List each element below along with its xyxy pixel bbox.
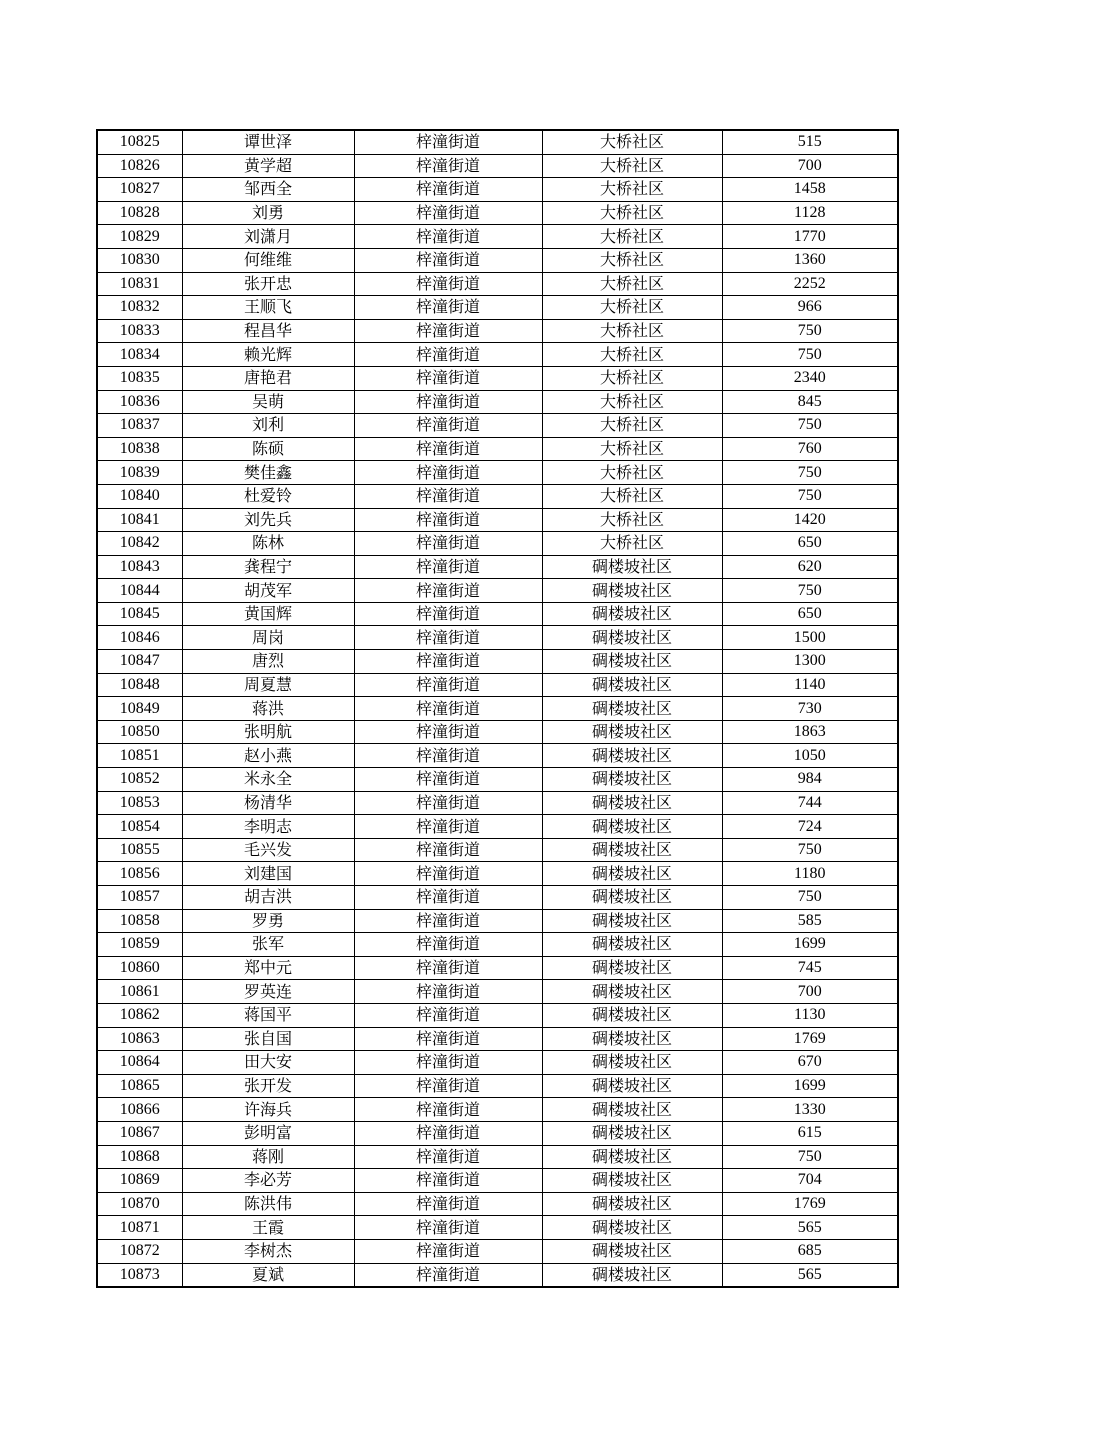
amount-cell: 750 — [722, 414, 898, 438]
amount-cell: 750 — [722, 461, 898, 485]
street-cell: 梓潼街道 — [354, 390, 542, 414]
street-cell: 梓潼街道 — [354, 296, 542, 320]
serial-number-cell: 10849 — [97, 697, 182, 721]
table-row — [97, 1051, 898, 1075]
table-row — [97, 272, 898, 296]
table-row — [97, 602, 898, 626]
table-row — [97, 1145, 898, 1169]
serial-number-cell: 10853 — [97, 791, 182, 815]
amount-cell: 750 — [722, 886, 898, 910]
street-cell: 梓潼街道 — [354, 1003, 542, 1027]
table-row — [97, 201, 898, 225]
street-cell: 梓潼街道 — [354, 791, 542, 815]
serial-number-cell: 10825 — [97, 130, 182, 154]
community-cell: 碉楼坡社区 — [542, 815, 722, 839]
amount-cell: 700 — [722, 154, 898, 178]
street-cell: 梓潼街道 — [354, 650, 542, 674]
table-row — [97, 1216, 898, 1240]
serial-number-cell: 10832 — [97, 296, 182, 320]
table-row — [97, 956, 898, 980]
table-body — [97, 130, 898, 1287]
serial-number-cell: 10866 — [97, 1098, 182, 1122]
street-cell: 梓潼街道 — [354, 366, 542, 390]
community-cell: 大桥社区 — [542, 201, 722, 225]
amount-cell: 1769 — [722, 1192, 898, 1216]
name-cell: 龚程宁 — [182, 555, 354, 579]
name-cell: 张开发 — [182, 1074, 354, 1098]
serial-number-cell: 10830 — [97, 248, 182, 272]
amount-cell: 1500 — [722, 626, 898, 650]
table-row — [97, 650, 898, 674]
amount-cell: 1128 — [722, 201, 898, 225]
table-row — [97, 697, 898, 721]
table-row — [97, 1192, 898, 1216]
table-row — [97, 154, 898, 178]
table-row — [97, 1169, 898, 1193]
street-cell: 梓潼街道 — [354, 1239, 542, 1263]
amount-cell: 750 — [722, 579, 898, 603]
street-cell: 梓潼街道 — [354, 437, 542, 461]
community-cell: 碉楼坡社区 — [542, 980, 722, 1004]
community-cell: 碉楼坡社区 — [542, 791, 722, 815]
table-row — [97, 1239, 898, 1263]
community-cell: 大桥社区 — [542, 390, 722, 414]
name-cell: 杜爱铃 — [182, 484, 354, 508]
table-row — [97, 484, 898, 508]
table-row — [97, 768, 898, 792]
table-row — [97, 343, 898, 367]
serial-number-cell: 10861 — [97, 980, 182, 1004]
name-cell: 张军 — [182, 933, 354, 957]
street-cell: 梓潼街道 — [354, 414, 542, 438]
community-cell: 大桥社区 — [542, 154, 722, 178]
community-cell: 碉楼坡社区 — [542, 933, 722, 957]
serial-number-cell: 10843 — [97, 555, 182, 579]
amount-cell: 515 — [722, 130, 898, 154]
name-cell: 黄学超 — [182, 154, 354, 178]
amount-cell: 730 — [722, 697, 898, 721]
serial-number-cell: 10857 — [97, 886, 182, 910]
name-cell: 张开忠 — [182, 272, 354, 296]
street-cell: 梓潼街道 — [354, 1216, 542, 1240]
amount-cell: 1420 — [722, 508, 898, 532]
community-cell: 碉楼坡社区 — [542, 1027, 722, 1051]
name-cell: 樊佳鑫 — [182, 461, 354, 485]
name-cell: 李明志 — [182, 815, 354, 839]
serial-number-cell: 10847 — [97, 650, 182, 674]
table-row — [97, 980, 898, 1004]
serial-number-cell: 10854 — [97, 815, 182, 839]
amount-cell: 1699 — [722, 933, 898, 957]
street-cell: 梓潼街道 — [354, 343, 542, 367]
serial-number-cell: 10851 — [97, 744, 182, 768]
name-cell: 罗英连 — [182, 980, 354, 1004]
community-cell: 大桥社区 — [542, 319, 722, 343]
serial-number-cell: 10865 — [97, 1074, 182, 1098]
community-cell: 碉楼坡社区 — [542, 1192, 722, 1216]
amount-cell: 1140 — [722, 673, 898, 697]
table-row — [97, 815, 898, 839]
street-cell: 梓潼街道 — [354, 1263, 542, 1287]
name-cell: 胡吉洪 — [182, 886, 354, 910]
name-cell: 刘建国 — [182, 862, 354, 886]
street-cell: 梓潼街道 — [354, 272, 542, 296]
name-cell: 李必芳 — [182, 1169, 354, 1193]
serial-number-cell: 10858 — [97, 909, 182, 933]
amount-cell: 1330 — [722, 1098, 898, 1122]
name-cell: 蒋洪 — [182, 697, 354, 721]
serial-number-cell: 10834 — [97, 343, 182, 367]
amount-cell: 650 — [722, 602, 898, 626]
street-cell: 梓潼街道 — [354, 532, 542, 556]
table-row — [97, 673, 898, 697]
street-cell: 梓潼街道 — [354, 602, 542, 626]
amount-cell: 984 — [722, 768, 898, 792]
name-cell: 黄国辉 — [182, 602, 354, 626]
serial-number-cell: 10837 — [97, 414, 182, 438]
name-cell: 毛兴发 — [182, 838, 354, 862]
name-cell: 唐艳君 — [182, 366, 354, 390]
name-cell: 胡茂军 — [182, 579, 354, 603]
serial-number-cell: 10869 — [97, 1169, 182, 1193]
amount-cell: 745 — [722, 956, 898, 980]
serial-number-cell: 10839 — [97, 461, 182, 485]
name-cell: 夏斌 — [182, 1263, 354, 1287]
community-cell: 碉楼坡社区 — [542, 862, 722, 886]
street-cell: 梓潼街道 — [354, 886, 542, 910]
table-row — [97, 862, 898, 886]
community-cell: 碉楼坡社区 — [542, 1003, 722, 1027]
name-cell: 周岗 — [182, 626, 354, 650]
serial-number-cell: 10827 — [97, 178, 182, 202]
community-cell: 大桥社区 — [542, 296, 722, 320]
community-cell: 大桥社区 — [542, 178, 722, 202]
community-cell: 大桥社区 — [542, 484, 722, 508]
community-cell: 碉楼坡社区 — [542, 697, 722, 721]
community-cell: 大桥社区 — [542, 414, 722, 438]
amount-cell: 1699 — [722, 1074, 898, 1098]
serial-number-cell: 10864 — [97, 1051, 182, 1075]
street-cell: 梓潼街道 — [354, 1098, 542, 1122]
table-row — [97, 909, 898, 933]
serial-number-cell: 10838 — [97, 437, 182, 461]
data-table — [96, 129, 899, 1288]
community-cell: 碉楼坡社区 — [542, 838, 722, 862]
street-cell: 梓潼街道 — [354, 697, 542, 721]
street-cell: 梓潼街道 — [354, 933, 542, 957]
name-cell: 何维维 — [182, 248, 354, 272]
serial-number-cell: 10852 — [97, 768, 182, 792]
name-cell: 张明航 — [182, 720, 354, 744]
serial-number-cell: 10833 — [97, 319, 182, 343]
name-cell: 程昌华 — [182, 319, 354, 343]
serial-number-cell: 10873 — [97, 1263, 182, 1287]
serial-number-cell: 10836 — [97, 390, 182, 414]
community-cell: 碉楼坡社区 — [542, 909, 722, 933]
name-cell: 郑中元 — [182, 956, 354, 980]
serial-number-cell: 10855 — [97, 838, 182, 862]
street-cell: 梓潼街道 — [354, 130, 542, 154]
amount-cell: 724 — [722, 815, 898, 839]
name-cell: 许海兵 — [182, 1098, 354, 1122]
street-cell: 梓潼街道 — [354, 862, 542, 886]
serial-number-cell: 10859 — [97, 933, 182, 957]
serial-number-cell: 10863 — [97, 1027, 182, 1051]
amount-cell: 2252 — [722, 272, 898, 296]
table-row — [97, 296, 898, 320]
community-cell: 碉楼坡社区 — [542, 1263, 722, 1287]
amount-cell: 565 — [722, 1216, 898, 1240]
amount-cell: 1130 — [722, 1003, 898, 1027]
community-cell: 碉楼坡社区 — [542, 768, 722, 792]
name-cell: 李树杰 — [182, 1239, 354, 1263]
community-cell: 碉楼坡社区 — [542, 650, 722, 674]
amount-cell: 966 — [722, 296, 898, 320]
street-cell: 梓潼街道 — [354, 178, 542, 202]
serial-number-cell: 10862 — [97, 1003, 182, 1027]
name-cell: 唐烈 — [182, 650, 354, 674]
name-cell: 刘先兵 — [182, 508, 354, 532]
street-cell: 梓潼街道 — [354, 626, 542, 650]
serial-number-cell: 10856 — [97, 862, 182, 886]
street-cell: 梓潼街道 — [354, 768, 542, 792]
community-cell: 碉楼坡社区 — [542, 579, 722, 603]
amount-cell: 615 — [722, 1121, 898, 1145]
name-cell: 王顺飞 — [182, 296, 354, 320]
community-cell: 碉楼坡社区 — [542, 673, 722, 697]
community-cell: 碉楼坡社区 — [542, 1121, 722, 1145]
table-row — [97, 178, 898, 202]
table-row — [97, 532, 898, 556]
name-cell: 赵小燕 — [182, 744, 354, 768]
community-cell: 碉楼坡社区 — [542, 886, 722, 910]
community-cell: 碉楼坡社区 — [542, 555, 722, 579]
table-row — [97, 225, 898, 249]
table-row — [97, 1003, 898, 1027]
name-cell: 杨清华 — [182, 791, 354, 815]
amount-cell: 670 — [722, 1051, 898, 1075]
amount-cell: 744 — [722, 791, 898, 815]
table-row — [97, 414, 898, 438]
table-row — [97, 933, 898, 957]
amount-cell: 1360 — [722, 248, 898, 272]
amount-cell: 565 — [722, 1263, 898, 1287]
street-cell: 梓潼街道 — [354, 956, 542, 980]
street-cell: 梓潼街道 — [354, 201, 542, 225]
serial-number-cell: 10846 — [97, 626, 182, 650]
street-cell: 梓潼街道 — [354, 909, 542, 933]
name-cell: 罗勇 — [182, 909, 354, 933]
street-cell: 梓潼街道 — [354, 555, 542, 579]
street-cell: 梓潼街道 — [354, 319, 542, 343]
name-cell: 吴萌 — [182, 390, 354, 414]
street-cell: 梓潼街道 — [354, 980, 542, 1004]
community-cell: 碉楼坡社区 — [542, 1098, 722, 1122]
name-cell: 彭明富 — [182, 1121, 354, 1145]
street-cell: 梓潼街道 — [354, 838, 542, 862]
community-cell: 大桥社区 — [542, 248, 722, 272]
amount-cell: 1863 — [722, 720, 898, 744]
street-cell: 梓潼街道 — [354, 508, 542, 532]
amount-cell: 1300 — [722, 650, 898, 674]
street-cell: 梓潼街道 — [354, 484, 542, 508]
amount-cell: 845 — [722, 390, 898, 414]
table-row — [97, 838, 898, 862]
table-row — [97, 437, 898, 461]
serial-number-cell: 10872 — [97, 1239, 182, 1263]
table-row — [97, 555, 898, 579]
community-cell: 碉楼坡社区 — [542, 956, 722, 980]
table-row — [97, 508, 898, 532]
table-row — [97, 791, 898, 815]
table-row — [97, 886, 898, 910]
name-cell: 田大安 — [182, 1051, 354, 1075]
street-cell: 梓潼街道 — [354, 1051, 542, 1075]
name-cell: 张自国 — [182, 1027, 354, 1051]
amount-cell: 750 — [722, 319, 898, 343]
name-cell: 陈硕 — [182, 437, 354, 461]
name-cell: 刘利 — [182, 414, 354, 438]
community-cell: 大桥社区 — [542, 130, 722, 154]
street-cell: 梓潼街道 — [354, 1074, 542, 1098]
amount-cell: 650 — [722, 532, 898, 556]
street-cell: 梓潼街道 — [354, 1192, 542, 1216]
amount-cell: 750 — [722, 1145, 898, 1169]
name-cell: 米永全 — [182, 768, 354, 792]
amount-cell: 700 — [722, 980, 898, 1004]
street-cell: 梓潼街道 — [354, 461, 542, 485]
community-cell: 碉楼坡社区 — [542, 1145, 722, 1169]
serial-number-cell: 10828 — [97, 201, 182, 225]
street-cell: 梓潼街道 — [354, 248, 542, 272]
street-cell: 梓潼街道 — [354, 1121, 542, 1145]
amount-cell: 1050 — [722, 744, 898, 768]
table-row — [97, 130, 898, 154]
table-row — [97, 1027, 898, 1051]
street-cell: 梓潼街道 — [354, 815, 542, 839]
street-cell: 梓潼街道 — [354, 1027, 542, 1051]
serial-number-cell: 10868 — [97, 1145, 182, 1169]
table-row — [97, 1121, 898, 1145]
community-cell: 大桥社区 — [542, 532, 722, 556]
name-cell: 刘勇 — [182, 201, 354, 225]
name-cell: 邹西全 — [182, 178, 354, 202]
community-cell: 碉楼坡社区 — [542, 1051, 722, 1075]
name-cell: 王霞 — [182, 1216, 354, 1240]
name-cell: 赖光辉 — [182, 343, 354, 367]
amount-cell: 704 — [722, 1169, 898, 1193]
street-cell: 梓潼街道 — [354, 225, 542, 249]
amount-cell: 1769 — [722, 1027, 898, 1051]
serial-number-cell: 10831 — [97, 272, 182, 296]
community-cell: 碉楼坡社区 — [542, 1216, 722, 1240]
serial-number-cell: 10844 — [97, 579, 182, 603]
community-cell: 大桥社区 — [542, 272, 722, 296]
table-row — [97, 1263, 898, 1287]
serial-number-cell: 10841 — [97, 508, 182, 532]
amount-cell: 760 — [722, 437, 898, 461]
community-cell: 大桥社区 — [542, 366, 722, 390]
serial-number-cell: 10829 — [97, 225, 182, 249]
street-cell: 梓潼街道 — [354, 1145, 542, 1169]
community-cell: 大桥社区 — [542, 343, 722, 367]
amount-cell: 585 — [722, 909, 898, 933]
serial-number-cell: 10845 — [97, 602, 182, 626]
amount-cell: 685 — [722, 1239, 898, 1263]
community-cell: 碉楼坡社区 — [542, 602, 722, 626]
table-row — [97, 366, 898, 390]
name-cell: 刘潇月 — [182, 225, 354, 249]
table-row — [97, 248, 898, 272]
amount-cell: 1770 — [722, 225, 898, 249]
amount-cell: 620 — [722, 555, 898, 579]
community-cell: 碉楼坡社区 — [542, 720, 722, 744]
table-row — [97, 319, 898, 343]
street-cell: 梓潼街道 — [354, 154, 542, 178]
serial-number-cell: 10850 — [97, 720, 182, 744]
serial-number-cell: 10848 — [97, 673, 182, 697]
name-cell: 陈洪伟 — [182, 1192, 354, 1216]
table-row — [97, 579, 898, 603]
table-row — [97, 1098, 898, 1122]
table-row — [97, 626, 898, 650]
table-row — [97, 744, 898, 768]
street-cell: 梓潼街道 — [354, 673, 542, 697]
amount-cell: 1180 — [722, 862, 898, 886]
name-cell: 蒋刚 — [182, 1145, 354, 1169]
amount-cell: 750 — [722, 484, 898, 508]
street-cell: 梓潼街道 — [354, 1169, 542, 1193]
community-cell: 大桥社区 — [542, 437, 722, 461]
community-cell: 碉楼坡社区 — [542, 744, 722, 768]
serial-number-cell: 10871 — [97, 1216, 182, 1240]
street-cell: 梓潼街道 — [354, 579, 542, 603]
serial-number-cell: 10842 — [97, 532, 182, 556]
community-cell: 碉楼坡社区 — [542, 1239, 722, 1263]
community-cell: 碉楼坡社区 — [542, 1074, 722, 1098]
amount-cell: 2340 — [722, 366, 898, 390]
amount-cell: 1458 — [722, 178, 898, 202]
name-cell: 周夏慧 — [182, 673, 354, 697]
community-cell: 大桥社区 — [542, 225, 722, 249]
table-row — [97, 390, 898, 414]
community-cell: 大桥社区 — [542, 508, 722, 532]
street-cell: 梓潼街道 — [354, 720, 542, 744]
table-row — [97, 720, 898, 744]
community-cell: 大桥社区 — [542, 461, 722, 485]
serial-number-cell: 10840 — [97, 484, 182, 508]
serial-number-cell: 10860 — [97, 956, 182, 980]
serial-number-cell: 10826 — [97, 154, 182, 178]
name-cell: 蒋国平 — [182, 1003, 354, 1027]
name-cell: 谭世泽 — [182, 130, 354, 154]
serial-number-cell: 10835 — [97, 366, 182, 390]
community-cell: 碉楼坡社区 — [542, 1169, 722, 1193]
community-cell: 碉楼坡社区 — [542, 626, 722, 650]
table-row — [97, 461, 898, 485]
street-cell: 梓潼街道 — [354, 744, 542, 768]
amount-cell: 750 — [722, 343, 898, 367]
name-cell: 陈林 — [182, 532, 354, 556]
amount-cell: 750 — [722, 838, 898, 862]
serial-number-cell: 10870 — [97, 1192, 182, 1216]
serial-number-cell: 10867 — [97, 1121, 182, 1145]
table-row — [97, 1074, 898, 1098]
